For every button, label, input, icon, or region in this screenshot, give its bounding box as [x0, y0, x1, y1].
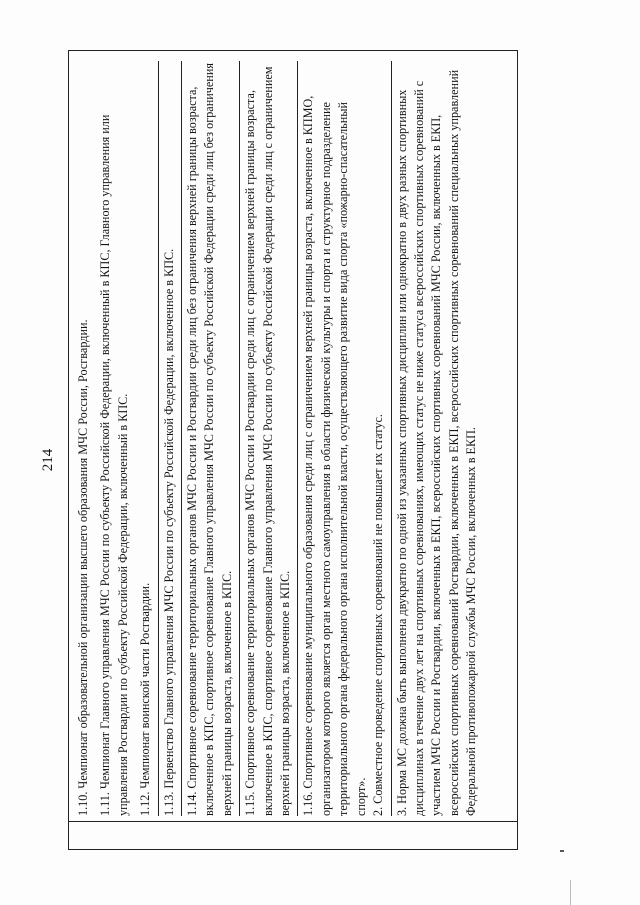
table-row	[135, 61, 157, 816]
table-row	[297, 61, 390, 816]
row-extra-text: 2. Совместное проведение спортивных соревнований не повышает их статус.	[371, 414, 386, 816]
table-row	[158, 61, 181, 816]
table-row	[239, 61, 297, 816]
row-text: 1.12. Чемпионат воинской части Росгвардии.	[138, 582, 153, 816]
rotated-page-content	[40, 50, 540, 870]
scan-artifact-line	[570, 880, 571, 905]
row-text: 1.11. Чемпионат Главного управления МЧС России по субъекту Российской Федерации, включенный в КПС, Главного управления или управления Росгвардии по субъекту Российской Федерации, включенный в КПС.	[98, 114, 130, 816]
table-left-column	[69, 821, 517, 849]
page-number: 214	[40, 448, 56, 472]
table-row	[73, 61, 95, 816]
row-text: 1.10. Чемпионат образовательной организации высшего образования МЧС России, Росгвардии.	[76, 319, 90, 816]
row-text: 3. Норма МС должна быть выполнена двукратно по одной из указанных спортивных дисциплин или однократно в двух разных спортивных дисциплинах в течение двух лет на спортивных соревнованиях, имеющих статус не ниже статуса всероссийских спортивных соревнований с участием МЧС России и Росгвардии, включенных в ЕКП, всероссийских спортивных соревнований МЧС России, включенных в ЕКП, всероссийских спортивных соревнований Росгвардии, включенных в ЕКП, всероссийских спортивных соревнований специальных управлений Федеральной противопожарной службы МЧС России, включенных в ЕКП.	[394, 69, 479, 816]
table-row	[181, 61, 239, 816]
criteria-table	[68, 50, 518, 850]
row-text: 1.13. Первенство Главного управления МЧС России по субъекту Российской Федерации, включенное в КПС.	[161, 248, 176, 816]
table-row	[391, 61, 484, 816]
row-text: 1.16. Спортивное соревнование муниципального образования среди лиц с ограничением верхней границы возраста, включенное в КПМО, организатором которого является орган местного самоуправления в области физической культуры и спорта и структурное подразделение территориального органа федерального органа исполнительной власти, осуществляющего развитие вида спорта «пожарно-спасательный спорт».	[301, 95, 368, 816]
scan-artifact	[560, 850, 564, 852]
table-content	[73, 61, 484, 816]
row-text: 1.15. Спортивное соревнование территориальных органов МЧС России и Росгвардии среди лиц с ограничением верхней границы возраста, включенное в КПС, спортивное соревнование Главного управления МЧС России по субъекту Российской Федерации среди лиц с ограничением верхней границы возраста, включенное в КПС.	[243, 66, 293, 816]
row-text: 1.14. Спортивное соревнование территориальных органов МЧС России и Росгвардии среди лиц без ограничения верхней границы возраста, включенное в КПС, спортивное соревнование Главного управления МЧС России по субъекту Российской Федерации среди лиц без ограничения верхней границы возраста, включенное в КПС.	[185, 63, 234, 816]
table-row	[95, 61, 135, 816]
